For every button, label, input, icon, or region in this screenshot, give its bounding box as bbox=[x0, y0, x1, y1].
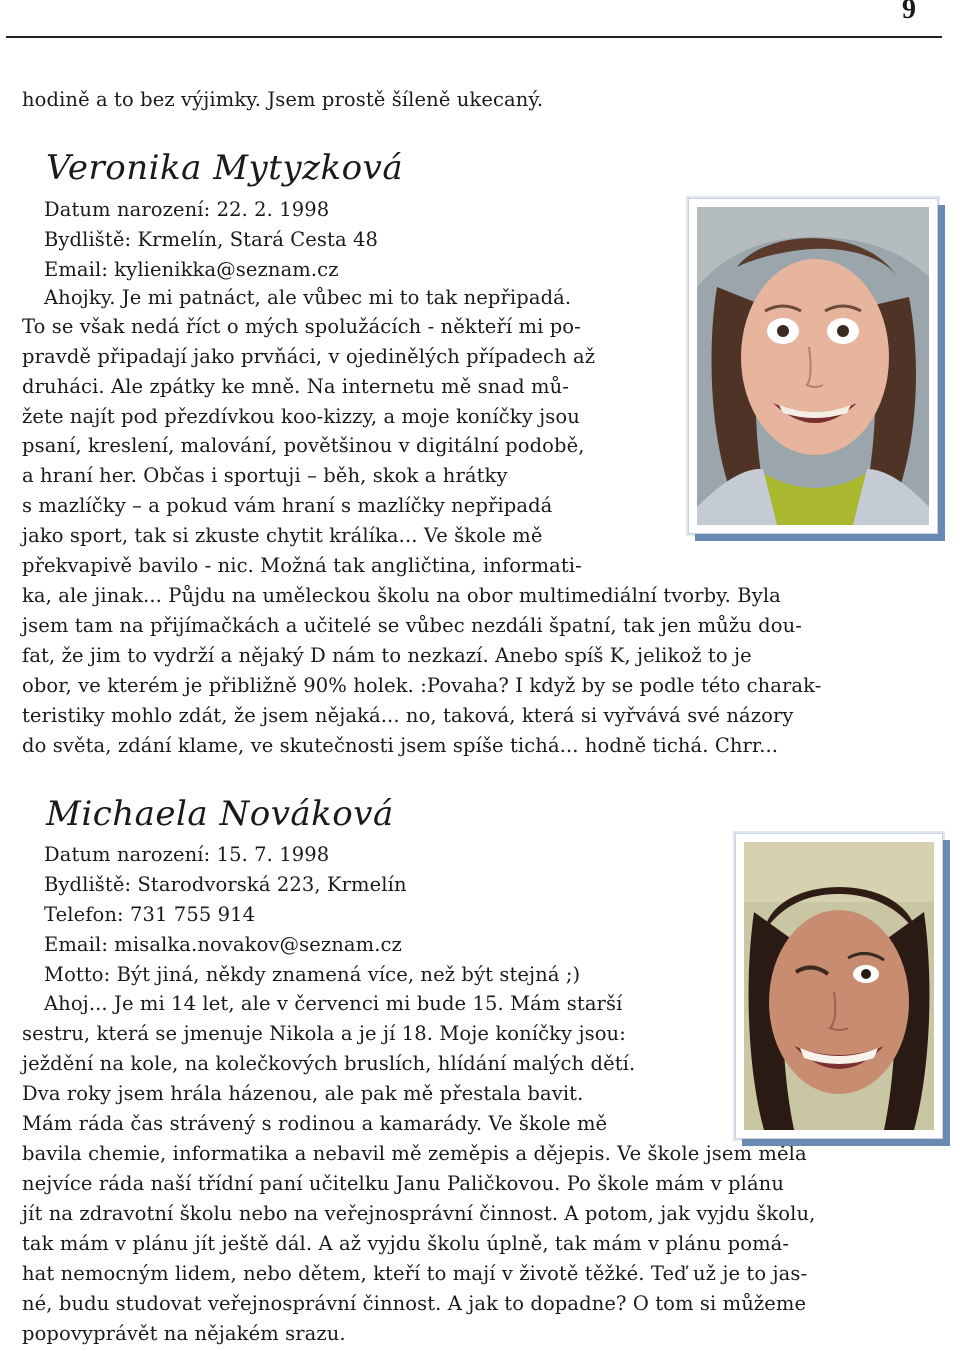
person1-text-line: do světa, zdání klame, ve skutečnosti jsem spíše tichá... hodně tichá. Chrr... bbox=[22, 734, 779, 757]
person1-text-line: psaní, kreslení, malování, povětšinou v digitální podobě, bbox=[22, 434, 585, 457]
person1-text-line: jsem tam na přijímačkách a učitelé se vůbec nezdáli špatní, tak jen můžu dou- bbox=[22, 614, 802, 637]
person2-text-line: tak mám v plánu jít ještě dál. A až vyjdu školu úplně, tak mám v plánu pomá- bbox=[22, 1232, 790, 1255]
person2-text-line: Ahoj... Je mi 14 let, ale v červenci mi bude 15. Mám starší bbox=[44, 992, 623, 1015]
person1-text-line: Ahojky. Je mi patnáct, ale vůbec mi to tak nepřipadá. bbox=[44, 286, 572, 309]
header-rule bbox=[6, 36, 942, 38]
person1-text-line: žete najít pod přezdívkou koo-kizzy, a moje koníčky jsou bbox=[22, 405, 580, 428]
person1-text-line: a hraní her. Občas i sportuji – běh, skok a hrátky bbox=[22, 464, 508, 487]
person2-text-line: hat nemocným lidem, nebo dětem, kteří to mají v životě těžké. Teď už je to jas- bbox=[22, 1262, 808, 1285]
person2-text-line: sestru, která se jmenuje Nikola a je jí 18. Moje koníčky jsou: bbox=[22, 1022, 626, 1045]
person1-text-line: s mazlíčky – a pokud vám hraní s mazlíčky nepřipadá bbox=[22, 494, 553, 517]
person2-text-line: nejvíce ráda naší třídní paní učitelku Janu Paličkovou. Po škole mám v plánu bbox=[22, 1172, 784, 1195]
person1-name: Veronika Mytyzková bbox=[46, 148, 404, 188]
person1-text-line: To se však nedá říct o mých spolužácích - někteří mi po- bbox=[22, 315, 581, 338]
person2-name: Michaela Nováková bbox=[46, 794, 394, 834]
person2-motto: Motto: Být jiná, někdy znamená více, než být stejná ;) bbox=[44, 963, 581, 986]
person1-birthdate: Datum narození: 22. 2. 1998 bbox=[44, 198, 330, 221]
person2-text-line: popovyprávět na nějakém srazu. bbox=[22, 1322, 346, 1345]
person1-text-line: obor, ve kterém je přibližně 90% holek. :Povaha? I když by se podle této charak- bbox=[22, 674, 822, 697]
person2-photo bbox=[735, 833, 943, 1139]
person1-text-line: fat, že jim to vydrží a nějaký D nám to nezkazí. Anebo spíš K, jelikož to je bbox=[22, 644, 752, 667]
person2-text-line: Mám ráda čas strávený s rodinou a kamarády. Ve škole mě bbox=[22, 1112, 608, 1135]
person2-text-line: ježdění na kole, na kolečkových bruslích, hlídání malých dětí. bbox=[22, 1052, 636, 1075]
person1-address: Bydliště: Krmelín, Stará Cesta 48 bbox=[44, 228, 379, 251]
person2-phone: Telefon: 731 755 914 bbox=[44, 903, 256, 926]
person1-text-line: druháci. Ale zpátky ke mně. Na internetu mě snad mů- bbox=[22, 375, 569, 398]
person2-text-line: né, budu studovat veřejnosprávní činnost. A jak to dopadne? O tom si můžeme bbox=[22, 1292, 807, 1315]
person1-text-line: teristiky mohlo zdát, že jsem nějaká... no, taková, která si vyřvává své názory bbox=[22, 704, 794, 727]
person1-text-line: pravdě připadají jako prvňáci, v ojedinělých případech až bbox=[22, 345, 596, 368]
person2-email: Email: misalka.novakov@seznam.cz bbox=[44, 933, 402, 956]
person2-text-line: jít na zdravotní školu nebo na veřejnosprávní činnost. A potom, jak vyjdu školu, bbox=[22, 1202, 816, 1225]
person2-text-line: Dva roky jsem hrála házenou, ale pak mě přestala bavit. bbox=[22, 1082, 584, 1105]
person2-birthdate: Datum narození: 15. 7. 1998 bbox=[44, 843, 330, 866]
person2-address: Bydliště: Starodvorská 223, Krmelín bbox=[44, 873, 407, 896]
person1-photo bbox=[688, 198, 938, 534]
person1-text-line: jako sport, tak si zkuste chytit králíka... Ve škole mě bbox=[22, 524, 543, 547]
intro-line: hodině a to bez výjimky. Jsem prostě šíleně ukecaný. bbox=[22, 88, 544, 111]
person2-text-line: bavila chemie, informatika a nebavil mě zeměpis a dějepis. Ve škole jsem měla bbox=[22, 1142, 807, 1165]
person1-text-line: překvapivě bavilo - nic. Možná tak angličtina, informati- bbox=[22, 554, 582, 577]
person1-text-line: ka, ale jinak... Půjdu na uměleckou školu na obor multimediální tvorby. Byla bbox=[22, 584, 781, 607]
person1-email: Email: kylienikka@seznam.cz bbox=[44, 258, 339, 281]
page-number: 9 bbox=[902, 0, 916, 25]
